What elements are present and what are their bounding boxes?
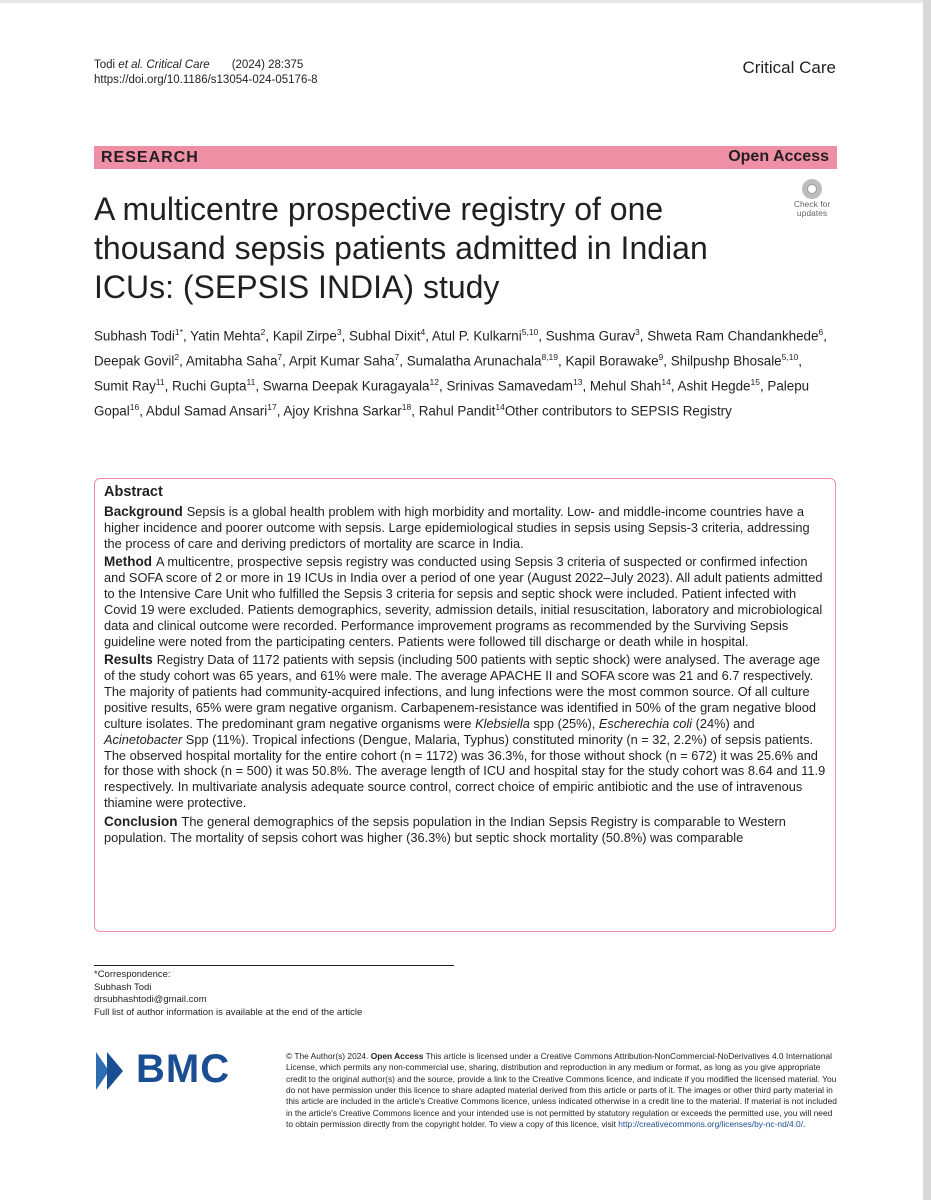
author-name[interactable]: Sumalatha Arunachala xyxy=(406,353,542,369)
author-name[interactable]: Shweta Ram Chandankhede xyxy=(647,328,819,344)
author-affiliation-sup: 3 xyxy=(635,327,640,337)
results-text-4: Spp (11%). Tropical infections (Dengue, Malaria, Typhus) constituted minority (n = 32, 2.2%) of sepsis patients. The observed hospital mortality for the entire cohort (n = 1172) was 36.3%, for those without shock (n = 672) it was 25.6% and for those with shock (n = 500) it was 50.8%. The average length of ICU and hospital stay for the study cohort was 8.64 and 11.9 respectively. In multivariate analysis adequate source control, correct choice of empiric antibiotic and the use of intravenous thiamine were protective. xyxy=(104,731,826,811)
abstract-results xyxy=(104,652,826,811)
author-affiliation-sup: 14 xyxy=(495,401,505,412)
author-affiliation-sup: 3 xyxy=(336,327,342,337)
check-updates-icon-inner xyxy=(807,184,817,194)
background-text: Sepsis is a global health problem with high morbidity and mortality. Low- and middle-income countries have a higher incidence and poorer outcome with sepsis. Large epidemiological studies in sepsis using Sepsis-3 criteria, addressing the process of care and deriving predictors of mortality are scarce in India. xyxy=(104,503,810,551)
licence-text xyxy=(286,1051,838,1130)
author-name[interactable]: Atul P. Kulkarni xyxy=(431,328,522,344)
author-affiliation-sup: 16 xyxy=(129,401,140,412)
results-organism-2: Escherechia coli xyxy=(598,715,693,731)
correspondence-name: Subhash Todi xyxy=(94,981,152,993)
author-affiliation-sup: 5,10 xyxy=(781,351,799,362)
conclusion-label: Conclusion xyxy=(104,813,178,829)
citation-line xyxy=(94,58,318,73)
citation-volume: (2024) 28:375 xyxy=(231,59,304,71)
licence-body: This article is licensed under a Creative Commons Attribution-NonCommercial-NoDerivatives 4.0 International License, which permits any non-commercial use, sharing, distribution and reproduction in any medium or format, as long as you give appropriate credit to the original author(s) and the source, provide a link to the Creative Commons licence, and indicate if you modified the licensed material. You do not have permission under this licence to share adapted material derived from this article or parts of it. The images or other third party material in this article are included in the article's Creative Commons licence, unless indicated otherwise in a credit line to the material. If material is not included in the article's Creative Commons licence and your intended use is not permitted by statutory regulation or exceeds the permitted use, you will need to obtain permission directly from the copyright holder. To view a copy of this licence, visit xyxy=(286,1051,837,1130)
abstract-method xyxy=(104,554,826,649)
page-top-edge xyxy=(0,0,931,3)
author-name[interactable]: Subhal Dixit xyxy=(349,328,421,344)
check-updates-line1: Check for xyxy=(793,199,831,209)
author-affiliation-sup: 8,19 xyxy=(541,351,559,362)
method-label: Method xyxy=(104,554,152,570)
author-name[interactable]: Other contributors to SEPSIS Registry xyxy=(504,403,732,419)
method-text: A multicentre, prospective sepsis registry was conducted using Sepsis 3 criteria of suspected or confirmed infection and SOFA score of 2 or more in 19 ICUs in India over a period of one year (August 2022–July 2023). All adult patients admitted to the Intensive Care Unit who fulfilled the Sepsis 3 criteria for sepsis and septic shock were included. Patient infected with Covid 19 were excluded. Patients demographics, severity, admission details, initial resuscitation, laboratory and microbiological data and clinical outcome were recorded. Performance improvement programs as recommended by the Surviving Sepsis guideline were noted from the participating centers. Patients were followed till discharge or death while in hospital. xyxy=(104,554,823,649)
check-updates-line2: updates xyxy=(796,208,828,218)
abstract-box xyxy=(94,478,836,932)
author-affiliation-sup: 1* xyxy=(174,327,183,337)
bmc-logo xyxy=(96,1049,256,1093)
bmc-logo-text: BMC xyxy=(136,1047,231,1091)
author-name[interactable]: Ashit Hegde xyxy=(677,378,751,394)
journal-name: Critical Care xyxy=(742,58,836,77)
author-list: Subhash Todi$^{1*}$, Yatin Mehta$^2$, Kapil Zirpe$^3$, Subhal Dixit$^4$, Atul P. Kulkarni$^{5,10}$, Sushma Gurav$^3$, Shweta Ram Chandankhede$^6$, Deepak Govil$^2$, Amitabha Saha$^7$, Arpit Kumar Saha$^7$, Sumalatha Arunachala$^{8,19}$, Kapil Borawake$^9$, Shilpushp Bhosale$^{5,10}$, Sumit Ray$^{11}$, Ruchi Gupta$^{11}$, Swarna Deepak Kuragayala$^{12}$, Srinivas Samavedam$^{13}$, Mehul Shah$^{14}$, Ashit Hegde$^{15}$, Palepu Gopal$^{16}$, Abdul Samad Ansari$^{17}$, Ajoy Krishna Sarkar$^{18}$, Rahul Pandit$^{14}$Other contributors to SEPSIS Registry xyxy=(94,327,827,419)
author-affiliation-sup: 17 xyxy=(267,401,277,412)
author-affiliation-sup: 18 xyxy=(401,401,412,412)
abstract-conclusion xyxy=(104,814,826,846)
author-affiliation-sup: 15 xyxy=(750,376,760,387)
results-organism-1: Klebsiella xyxy=(475,715,530,731)
citation-journal: Critical Care xyxy=(143,59,210,71)
page-right-edge xyxy=(923,0,931,1200)
licence-open-access: Open Access xyxy=(370,1051,424,1061)
correspondence-label: *Correspondence: xyxy=(94,969,171,980)
correspondence-block xyxy=(94,969,362,1019)
citation-header xyxy=(94,58,318,88)
author-affiliation-sup: 9 xyxy=(658,351,664,362)
author-affiliation-sup: 2 xyxy=(174,351,180,362)
author-affiliation-sup: 11 xyxy=(155,376,165,387)
results-text-3: (24%) and xyxy=(692,715,755,731)
author-name[interactable]: Yatin Mehta xyxy=(190,328,261,344)
author-affiliation-sup: 5,10 xyxy=(521,327,539,337)
results-label: Results xyxy=(104,652,153,668)
author-name[interactable]: Rahul Pandit xyxy=(418,403,496,419)
background-label: Background xyxy=(104,503,183,519)
author-name[interactable]: Kapil Zirpe xyxy=(272,328,337,344)
author-name[interactable]: Kapil Borawake xyxy=(565,353,659,369)
article-type-band xyxy=(94,146,837,169)
abstract-content xyxy=(104,485,826,848)
author-name[interactable]: Deepak Govil xyxy=(94,353,175,369)
author-name[interactable]: Swarna Deepak Kuragayala xyxy=(262,378,430,394)
author-affiliation-sup: 2 xyxy=(260,327,266,337)
author-name[interactable]: Amitabha Saha xyxy=(185,353,278,369)
author-affiliation-sup: 6 xyxy=(818,327,824,337)
author-name[interactable]: Subhash Todi xyxy=(94,328,175,344)
author-name[interactable]: Arpit Kumar Saha xyxy=(288,353,395,369)
check-updates-text xyxy=(789,200,835,218)
footnote-rule xyxy=(94,965,454,966)
article-title: A multicentre prospective registry of one thousand sepsis patients admitted in Indian ICUs: (SEPSIS INDIA) study xyxy=(94,191,708,305)
author-name[interactable]: Abdul Samad Ansari xyxy=(145,403,268,419)
licence-suffix: . xyxy=(803,1119,806,1130)
citation-authors: Todi xyxy=(94,59,119,71)
author-name[interactable]: Palepu Gopal xyxy=(94,378,810,419)
abstract-background xyxy=(104,504,826,552)
author-name[interactable]: Ruchi Gupta xyxy=(172,378,247,394)
results-text-1: Registry Data of 1172 patients with sepsis (including 500 patients with septic shock) were analysed. The average age of the study cohort was 65 years, and 61% were male. The average APACHE II and SOFA score was 21 and 6.7 respectively. The majority of patients had community-acquired infections, and lung infections were the most common source. Of all culture positive results, 65% were gram negative organism. Carbapenem-resistance was identified in 50% of the gram negative blood culture isolates. The predominant gram negative organisms were xyxy=(104,652,820,731)
author-name[interactable]: Ajoy Krishna Sarkar xyxy=(283,403,402,419)
author-name[interactable]: Sushma Gurav xyxy=(545,328,636,344)
author-affiliation-sup: 7 xyxy=(277,351,283,362)
correspondence-email[interactable]: drsubhashtodi@gmail.com xyxy=(94,994,207,1006)
author-affiliation-sup: 7 xyxy=(394,351,400,362)
licence-prefix: © The Author(s) 2024. xyxy=(286,1051,369,1061)
author-affiliation-sup: 14 xyxy=(661,376,671,387)
results-organism-3: Acinetobacter xyxy=(104,731,183,747)
article-type-label: RESEARCH xyxy=(101,149,199,166)
abstract-heading: Abstract xyxy=(104,484,163,500)
author-affiliation-sup: 13 xyxy=(572,376,583,387)
author-affiliation-sup: 4 xyxy=(420,327,426,337)
licence-link[interactable]: http://creativecommons.org/licenses/by-nc-nd/4.0/ xyxy=(618,1119,804,1130)
citation-etal: et al. xyxy=(118,59,144,71)
open-access-label: Open Access xyxy=(728,148,829,165)
author-name[interactable]: Shilpushp Bhosale xyxy=(670,353,782,369)
doi-link[interactable]: https://doi.org/10.1186/s13054-024-05176-8 xyxy=(94,74,318,86)
author-name[interactable]: Srinivas Samavedam xyxy=(446,378,573,394)
check-for-updates-badge[interactable] xyxy=(789,178,835,222)
author-affiliation-sup: 12 xyxy=(429,376,439,387)
conclusion-text: The general demographics of the sepsis population in the Indian Sepsis Registry is comparable to Western population. The mortality of sepsis cohort was higher (36.3%) but septic shock mortality (50.8%) was comparable xyxy=(104,813,786,845)
author-name[interactable]: Sumit Ray xyxy=(94,378,156,394)
bmc-logo-shape-2 xyxy=(107,1052,123,1090)
author-name[interactable]: Mehul Shah xyxy=(589,378,662,394)
author-info-note: Full list of author information is available at the end of the article xyxy=(94,1006,363,1018)
results-text-2: spp (25%), xyxy=(529,715,599,731)
author-affiliation-sup: 11 xyxy=(246,376,256,387)
